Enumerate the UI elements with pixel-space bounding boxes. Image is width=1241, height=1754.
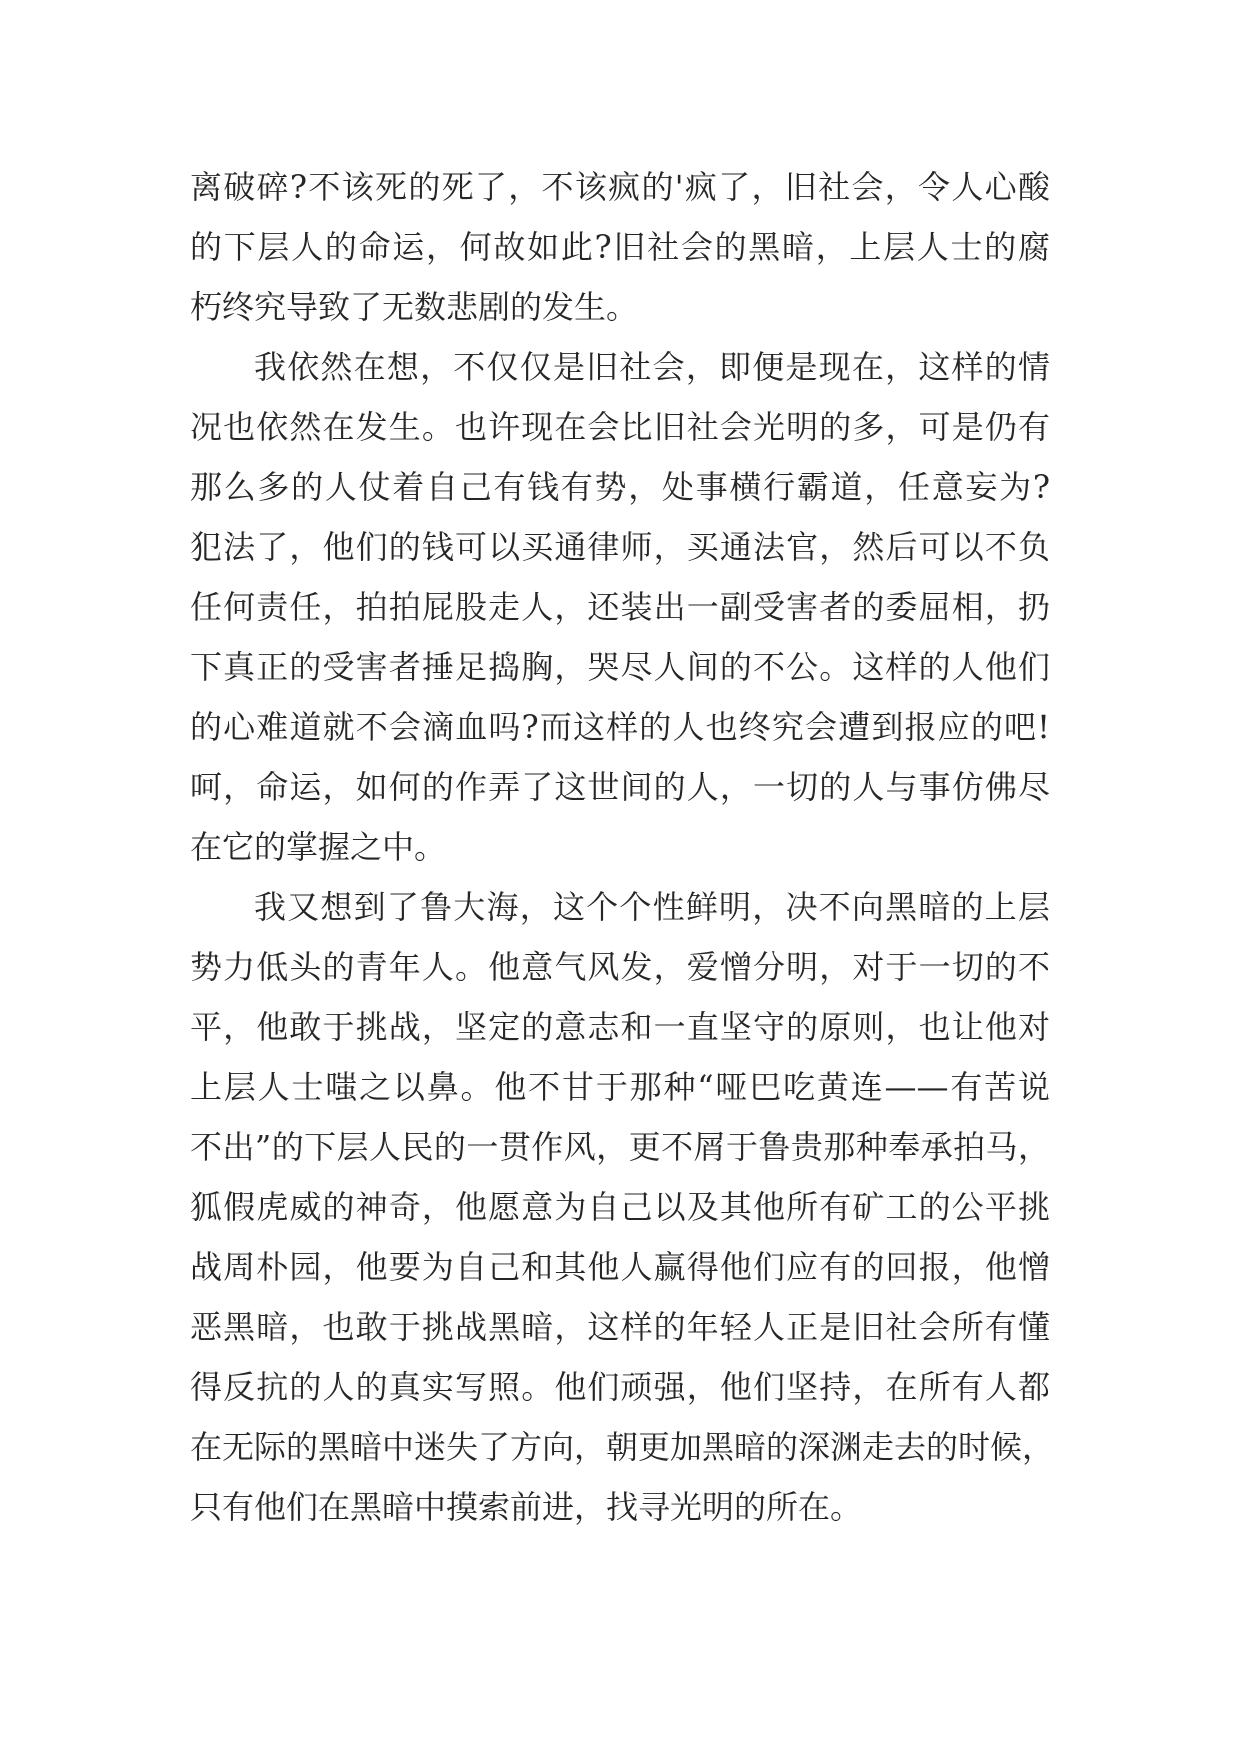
text-line-18: 狐假虎威的神奇，他愿意为自己以及其他所有矿工的公平挑 (190, 1188, 1050, 1226)
text-line-22: 在无际的黑暗中迷失了方向，朝更加黑暗的深渊走去的时候， (190, 1428, 1055, 1466)
text-line-11: 呵，命运，如何的作弄了这世间的人，一切的人与事仿佛尽 (190, 768, 1050, 806)
essay-text (190, 157, 1055, 1537)
text-line-17: 不出”的下层人民的一贯作风，更不屑于鲁贵那种奉承拍马， (190, 1128, 1050, 1166)
text-line-19: 战周朴园，他要为自己和其他人赢得他们应有的回报，他憎 (190, 1248, 1050, 1286)
paragraph-2-first-line: 我依然在想，不仅仅是旧社会，即便是现在，这样的情 (254, 348, 1050, 386)
text-line-14: 势力低头的青年人。他意气风发，爱憎分明，对于一切的不 (190, 948, 1050, 986)
text-line-15: 平，他敢于挑战，坚定的意志和一直坚守的原则，也让他对 (190, 1008, 1050, 1046)
text-line-21: 得反抗的人的真实写照。他们顽强，他们坚持，在所有人都 (190, 1368, 1050, 1406)
paragraph-3-first-line: 我又想到了鲁大海，这个个性鲜明，决不向黑暗的上层 (254, 888, 1050, 926)
text-line-6: 那么多的人仗着自己有钱有势，处事横行霸道，任意妄为? (190, 468, 1050, 506)
text-line-23: 只有他们在黑暗中摸索前进，找寻光明的所在。 (190, 1488, 863, 1526)
text-line-10: 的心难道就不会滴血吗?而这样的人也终究会遭到报应的吧! (190, 708, 1050, 746)
text-line-8: 任何责任，拍拍屁股走人，还装出一副受害者的委屈相，扔 (190, 588, 1050, 626)
text-line-3: 朽终究导致了无数悲剧的发生。 (190, 288, 639, 326)
text-line-9: 下真正的受害者捶足捣胸，哭尽人间的不公。这样的人他们 (190, 648, 1050, 686)
text-line-20: 恶黑暗，也敢于挑战黑暗，这样的年轻人正是旧社会所有懂 (190, 1308, 1050, 1346)
text-line-7: 犯法了，他们的钱可以买通律师，买通法官，然后可以不负 (190, 528, 1050, 566)
text-line-5: 况也依然在发生。也许现在会比旧社会光明的多，可是仍有 (190, 408, 1050, 446)
text-line-1: 离破碎?不该死的死了，不该疯的'疯了，旧社会，令人心酸 (190, 168, 1050, 206)
text-line-16: 上层人士嗤之以鼻。他不甘于那种“哑巴吃黄连——有苦说 (190, 1068, 1050, 1106)
text-line-12: 在它的掌握之中。 (190, 828, 447, 866)
text-line-2: 的下层人的命运，何故如此?旧社会的黑暗，上层人士的腐 (190, 228, 1050, 266)
